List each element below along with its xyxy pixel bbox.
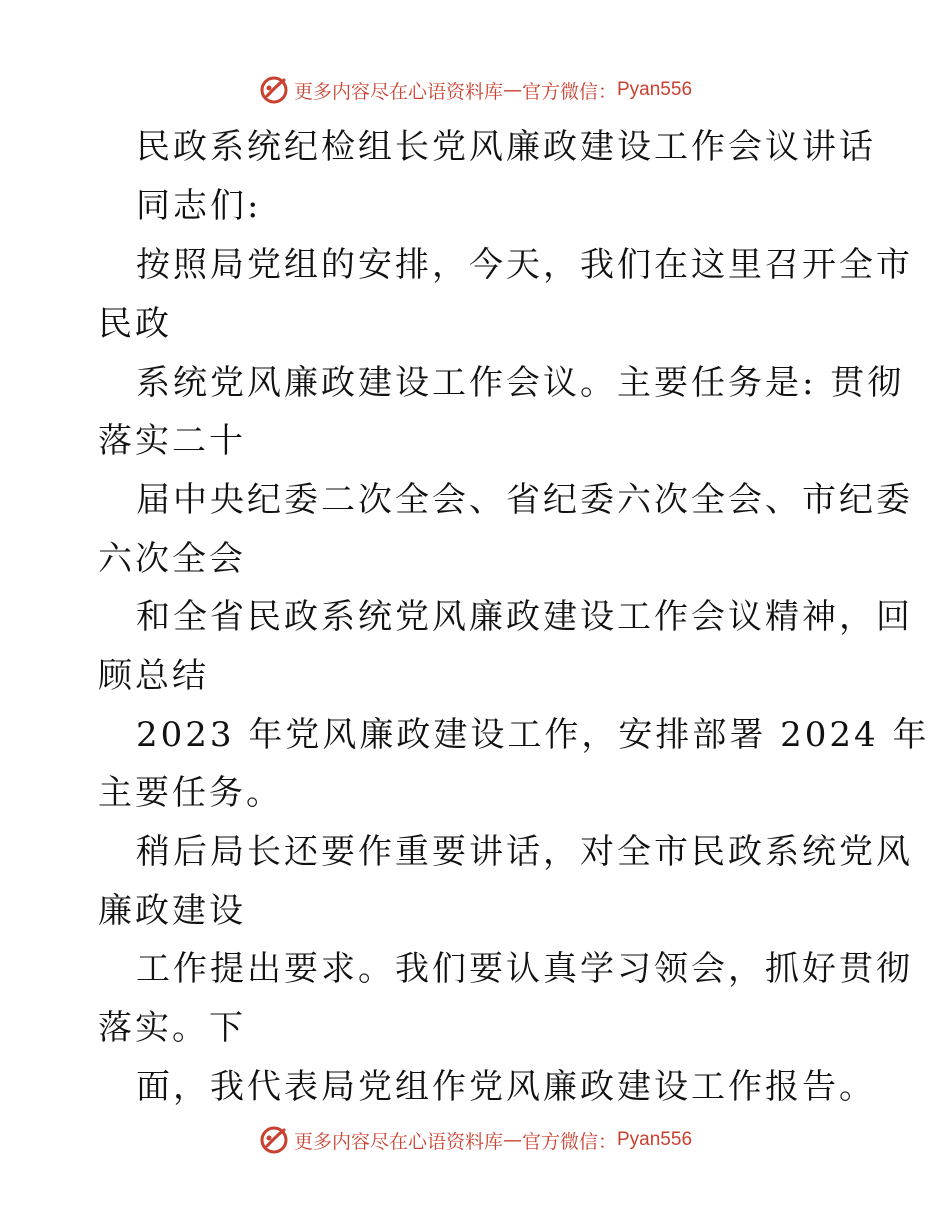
paragraph-line: 按照局党组的安排，今天，我们在这里召开全市 <box>136 245 913 285</box>
footer-watermark <box>0 1120 950 1160</box>
paragraph-line: 工作提出要求。我们要认真学习领会，抓好贯彻 <box>136 949 913 989</box>
document-title: 民政系统纪检组长党风廉政建设工作会议讲话 <box>136 127 876 167</box>
paragraph-line: 六次全会 <box>98 539 246 579</box>
paragraph-line: 和全省民政系统党风廉政建设工作会议精神，回 <box>136 597 913 637</box>
paragraph-line: 2023 年党风廉政建设工作，安排部署 2024 年 <box>136 715 930 755</box>
paragraph-line: 落实二十 <box>98 421 246 461</box>
watermark-text: 更多内容尽在心语资料库 <box>293 1130 503 1153</box>
paragraph-line: 落实。下 <box>98 1008 246 1048</box>
header-watermark <box>0 70 950 110</box>
brush-logo-icon <box>258 74 290 106</box>
watermark-separator: — <box>502 79 522 101</box>
watermark-wechat-label: 官方微信： <box>521 1130 617 1153</box>
paragraph-line: 顾总结 <box>98 656 209 696</box>
paragraph-line: 稍后局长还要作重要讲话，对全市民政系统党风 <box>136 832 913 872</box>
watermark-wechat-id: Pyan556 <box>617 1129 693 1150</box>
salutation: 同志们: <box>136 186 262 226</box>
watermark-text: 更多内容尽在心语资料库 <box>293 80 503 103</box>
watermark-separator: — <box>502 1129 522 1151</box>
paragraph-line: 届中央纪委二次全会、省纪委六次全会、市纪委 <box>136 480 913 520</box>
paragraph-line: 廉政建设 <box>98 891 246 931</box>
watermark-wechat-id: Pyan556 <box>617 79 693 100</box>
brush-logo-icon <box>258 1124 290 1156</box>
paragraph-line: 面，我代表局党组作党风廉政建设工作报告。 <box>136 1067 876 1107</box>
paragraph-line: 主要任务。 <box>98 773 283 813</box>
watermark-wechat-label: 官方微信： <box>521 80 617 103</box>
paragraph-line: 民政 <box>98 304 172 344</box>
paragraph-line: 系统党风廉政建设工作会议。主要任务是: 贯彻 <box>136 363 905 403</box>
